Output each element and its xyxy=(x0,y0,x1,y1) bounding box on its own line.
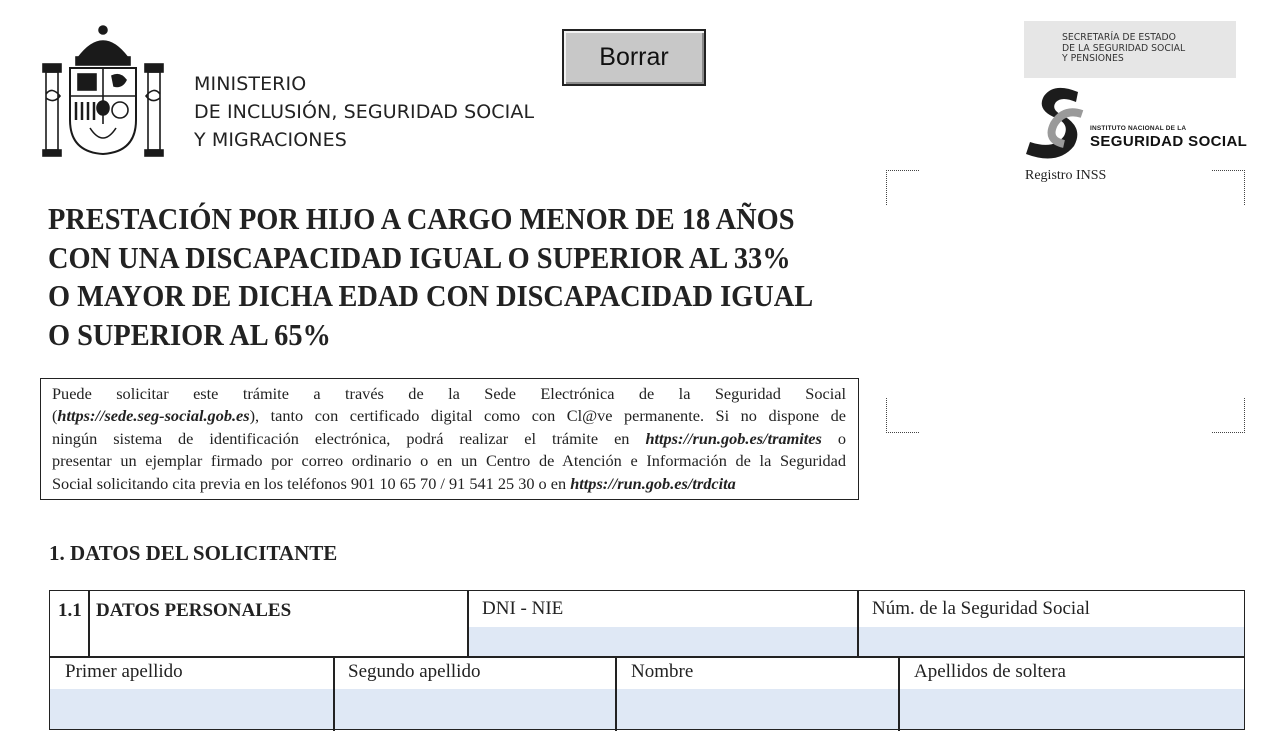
divider xyxy=(88,591,90,656)
personal-data-table xyxy=(49,590,1245,730)
maiden-surnames-label: Apellidos de soltera xyxy=(914,661,1066,682)
second-surname-input[interactable] xyxy=(335,689,615,729)
trdcita-link[interactable]: https://run.gob.es/trdcita xyxy=(570,473,736,493)
coat-of-arms-icon xyxy=(40,24,166,158)
nss-label: Núm. de la Seguridad Social xyxy=(872,598,1090,619)
inss-subtitle: INSTITUTO NACIONAL DE LA xyxy=(1090,125,1187,132)
document-title: PRESTACIÓN POR HIJO A CARGO MENOR DE 18 AÑOS CON UNA DISCAPACIDAD IGUAL O SUPERIOR AL 33% O MAYOR DE DICHA EDAD CON DISCAPACIDAD IGUAL O SUPERIOR AL 65% xyxy=(48,202,814,352)
section-title: 1. DATOS DEL SOLICITANTE xyxy=(49,541,338,565)
inss-logo-icon xyxy=(1024,84,1084,162)
info-line: (https://sede.seg-social.gob.es), tanto con certificado digital como con Cl@ve permanente. Si no dispone de xyxy=(52,406,846,426)
subsection-title: DATOS PERSONALES xyxy=(96,600,292,621)
name-input[interactable] xyxy=(617,689,898,729)
registry-stamp-corner xyxy=(886,170,919,205)
info-line: presentar un ejemplar firmado por correo ordinario o en un Centro de Atención e Información de la Seguridad xyxy=(52,451,846,471)
info-line: ningún sistema de identificación electrónica, podrá realizar el trámite en https://run.gob.es/tramites o xyxy=(52,428,846,448)
registry-stamp-corner xyxy=(1212,398,1245,433)
tramites-link[interactable]: https://run.gob.es/tramites xyxy=(645,428,822,448)
info-line: Social solicitando cita previa en los teléfonos 901 10 65 70 / 91 541 25 30 o en https://run.gob.es/trdcita xyxy=(52,473,736,493)
dni-label: DNI - NIE xyxy=(482,598,564,619)
ministry-name: MINISTERIO DE INCLUSIÓN, SEGURIDAD SOCIAL Y MIGRACIONES xyxy=(194,73,535,151)
dni-input[interactable] xyxy=(469,627,857,656)
first-surname-label: Primer apellido xyxy=(65,661,183,682)
inss-title: SEGURIDAD SOCIAL xyxy=(1090,133,1248,150)
nss-input[interactable] xyxy=(859,627,1244,656)
info-box xyxy=(40,378,859,500)
info-line: Puede solicitar este trámite a través de la Sede Electrónica de la Seguridad Social xyxy=(52,384,846,403)
subsection-number: 1.1 xyxy=(58,600,82,621)
secretariat-box: SECRETARÍA DE ESTADO DE LA SEGURIDAD SOCIAL Y PENSIONES xyxy=(1024,21,1236,78)
maiden-surnames-input[interactable] xyxy=(900,689,1244,729)
sede-link[interactable]: https://sede.seg-social.gob.es xyxy=(57,406,250,426)
registry-stamp-corner xyxy=(1212,170,1245,205)
first-surname-input[interactable] xyxy=(50,689,333,729)
divider xyxy=(50,656,1244,658)
clear-button[interactable]: Borrar xyxy=(562,29,706,86)
registry-label: Registro INSS xyxy=(1025,168,1107,183)
second-surname-label: Segundo apellido xyxy=(348,661,481,682)
registry-stamp-corner xyxy=(886,398,919,433)
name-label: Nombre xyxy=(631,661,694,682)
